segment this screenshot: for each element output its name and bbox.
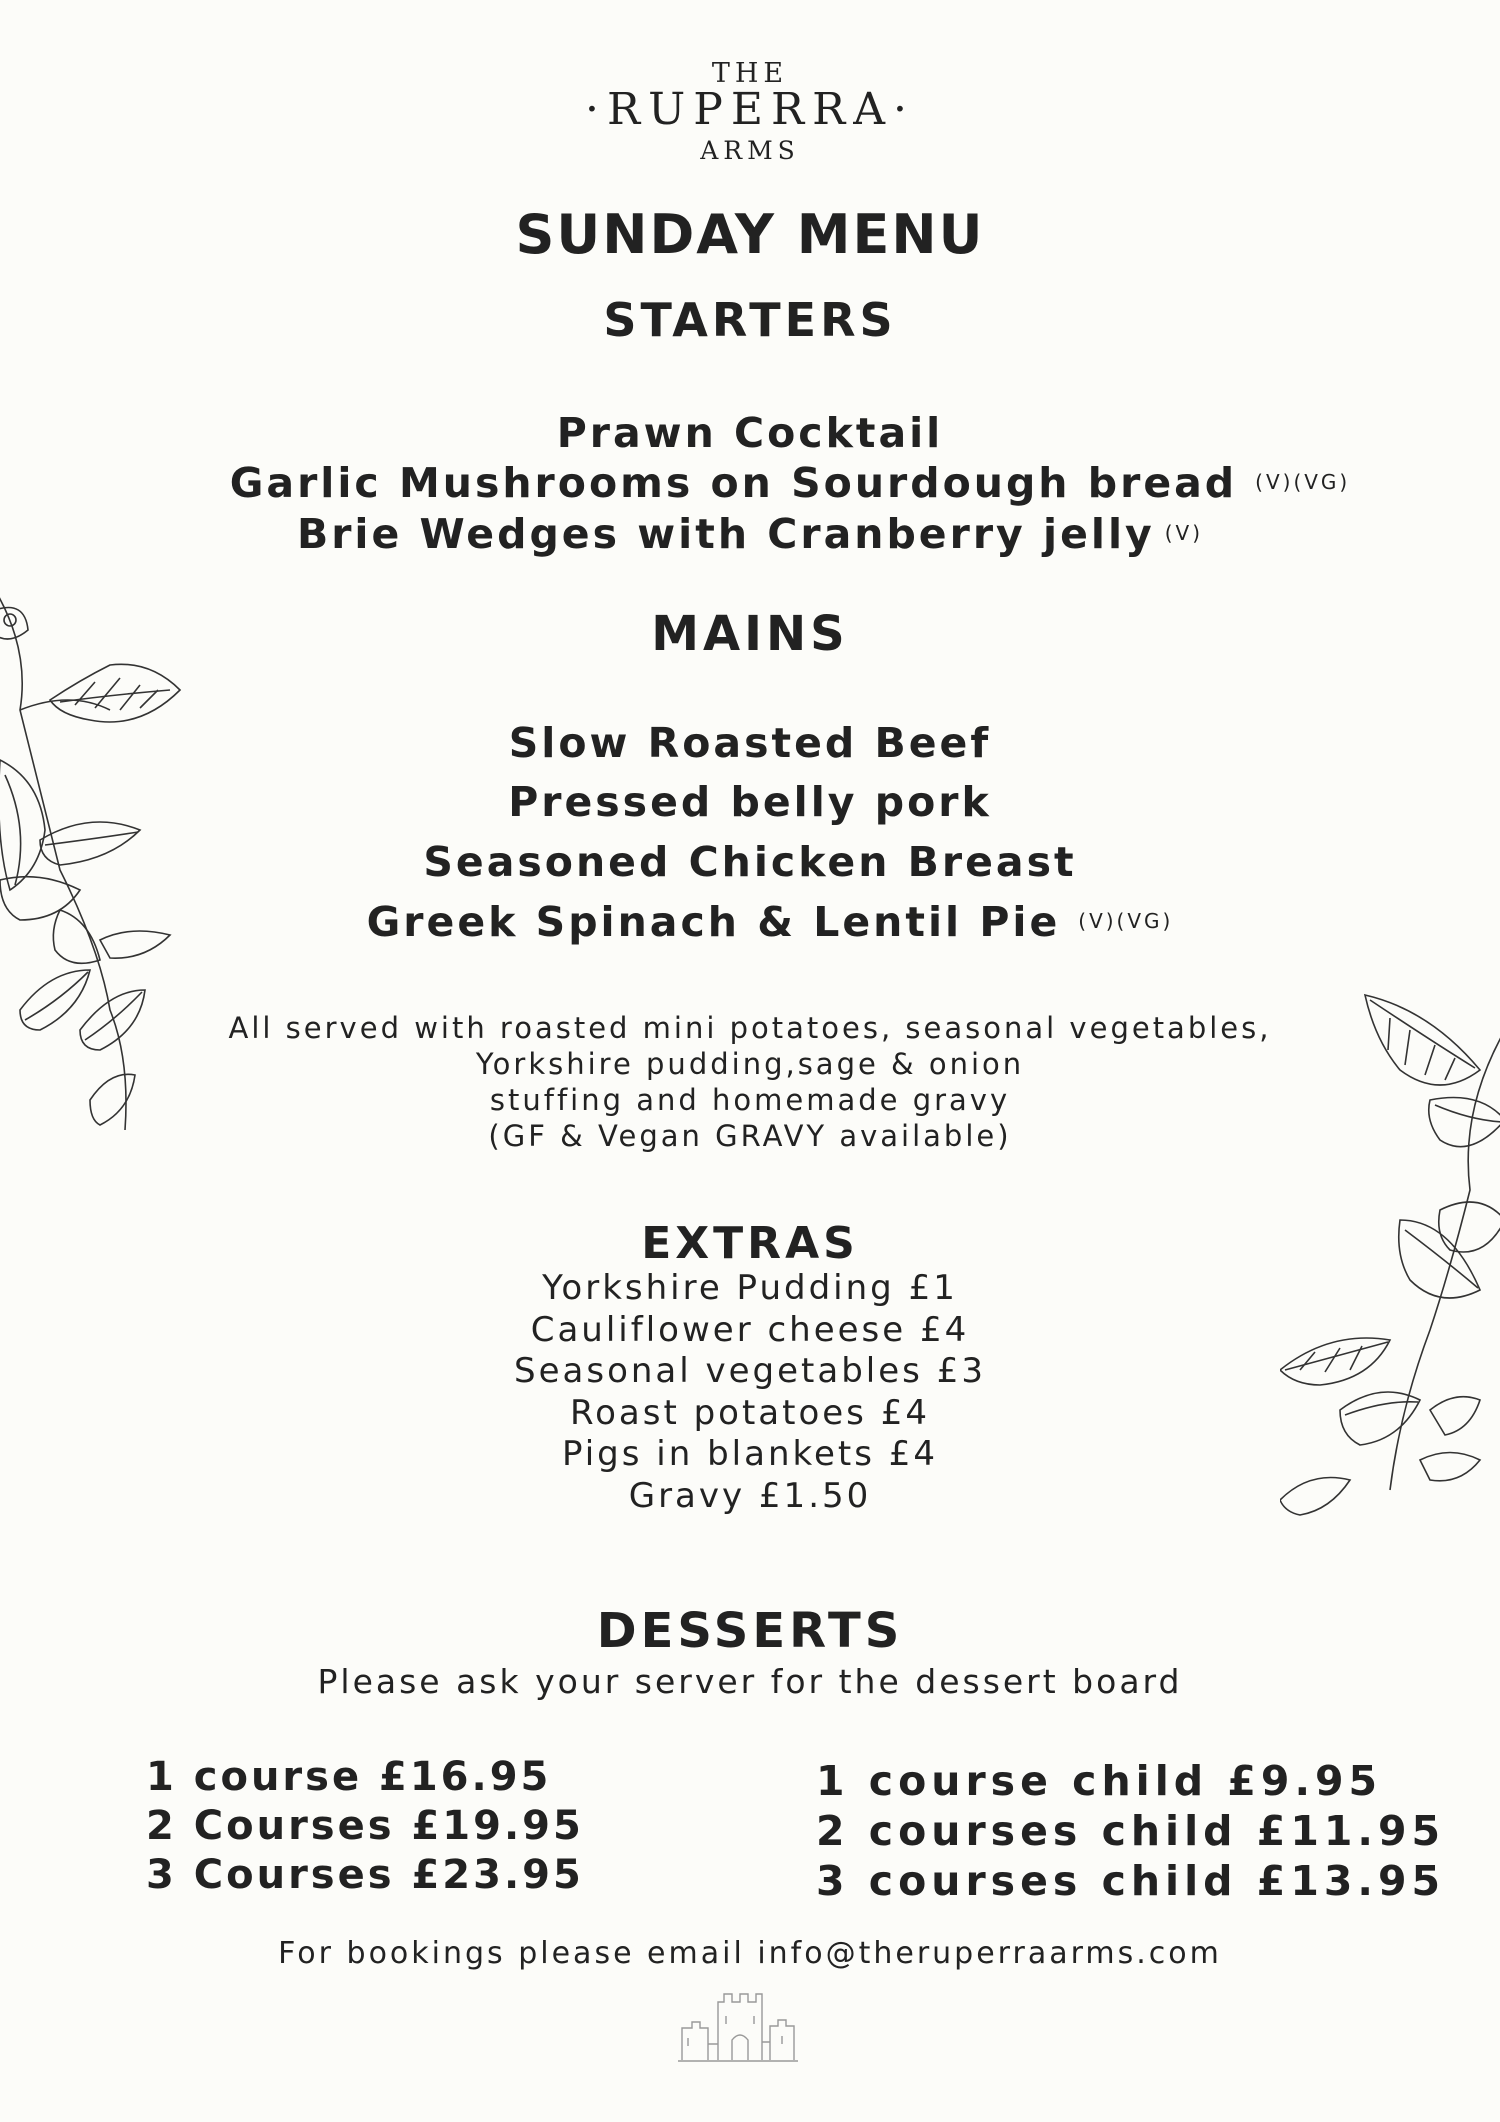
main-name: Greek Spinach & Lentil Pie: [366, 898, 1061, 946]
logo-name: ·RUPERRA·: [585, 84, 915, 135]
price-line: 3 courses child £13.95: [816, 1857, 1446, 1905]
starter-item: [0, 409, 1500, 457]
starter-item: [0, 510, 1500, 558]
price-line: 1 course £16.95: [146, 1754, 552, 1800]
main-name: Pressed belly pork: [508, 778, 992, 826]
desserts-note: Please ask your server for the dessert board: [317, 1662, 1183, 1701]
castle-illustration: [678, 1988, 798, 2064]
starter-name: Brie Wedges with Cranberry jelly: [296, 510, 1155, 558]
booking-text: For bookings please email info@theruperraarms.com: [278, 1936, 1222, 1971]
child-prices: [816, 1756, 1445, 1906]
served-with-line: (GF & Vegan GRAVY available): [488, 1119, 1012, 1153]
price-line: 3 Courses £23.95: [146, 1852, 584, 1898]
desserts-heading: DESSERTS: [596, 1603, 904, 1659]
extra-item: Roast potatoes £4: [570, 1393, 930, 1433]
served-with-line: Yorkshire pudding,sage & onion: [475, 1047, 1025, 1081]
main-name: Seasoned Chicken Breast: [423, 838, 1077, 886]
starter-name: Garlic Mushrooms on Sourdough bread: [229, 459, 1238, 507]
extras-heading: EXTRAS: [641, 1218, 859, 1269]
main-item: [20, 898, 1500, 946]
logo-arms: ARMS: [700, 136, 800, 165]
main-item: [0, 778, 1500, 826]
dietary-tag: (V): [1164, 521, 1204, 545]
starter-name: Prawn Cocktail: [556, 409, 944, 457]
price-line: 2 courses child £11.95: [816, 1807, 1446, 1855]
leaf-vine-left-illustration: [0, 590, 190, 1150]
extra-item: Gravy £1.50: [628, 1476, 872, 1516]
extra-item: Cauliflower cheese £4: [530, 1310, 970, 1350]
adult-prices: [146, 1753, 584, 1900]
extra-item: Seasonal vegetables £3: [514, 1351, 986, 1391]
served-with-line: stuffing and homemade gravy: [489, 1083, 1011, 1117]
main-item: [0, 838, 1500, 886]
page-title: SUNDAY MENU: [515, 203, 985, 266]
leaf-vine-right-illustration: [1280, 990, 1500, 1530]
dietary-tag: (V)(VG): [1255, 470, 1351, 494]
starters-heading: STARTERS: [603, 293, 897, 347]
logo-the: THE: [711, 58, 789, 89]
extra-item: Yorkshire Pudding £1: [542, 1268, 958, 1308]
extra-item: Pigs in blankets £4: [561, 1434, 939, 1474]
price-line: 1 course child £9.95: [816, 1757, 1383, 1805]
main-name: Slow Roasted Beef: [508, 719, 992, 767]
served-with-line: All served with roasted mini potatoes, seasonal vegetables,: [228, 1011, 1272, 1045]
dietary-tag: (V)(VG): [1078, 909, 1174, 933]
mains-heading: MAINS: [651, 606, 849, 662]
main-item: [0, 719, 1500, 767]
price-line: 2 Courses £19.95: [146, 1803, 584, 1849]
starter-item: [40, 459, 1500, 507]
